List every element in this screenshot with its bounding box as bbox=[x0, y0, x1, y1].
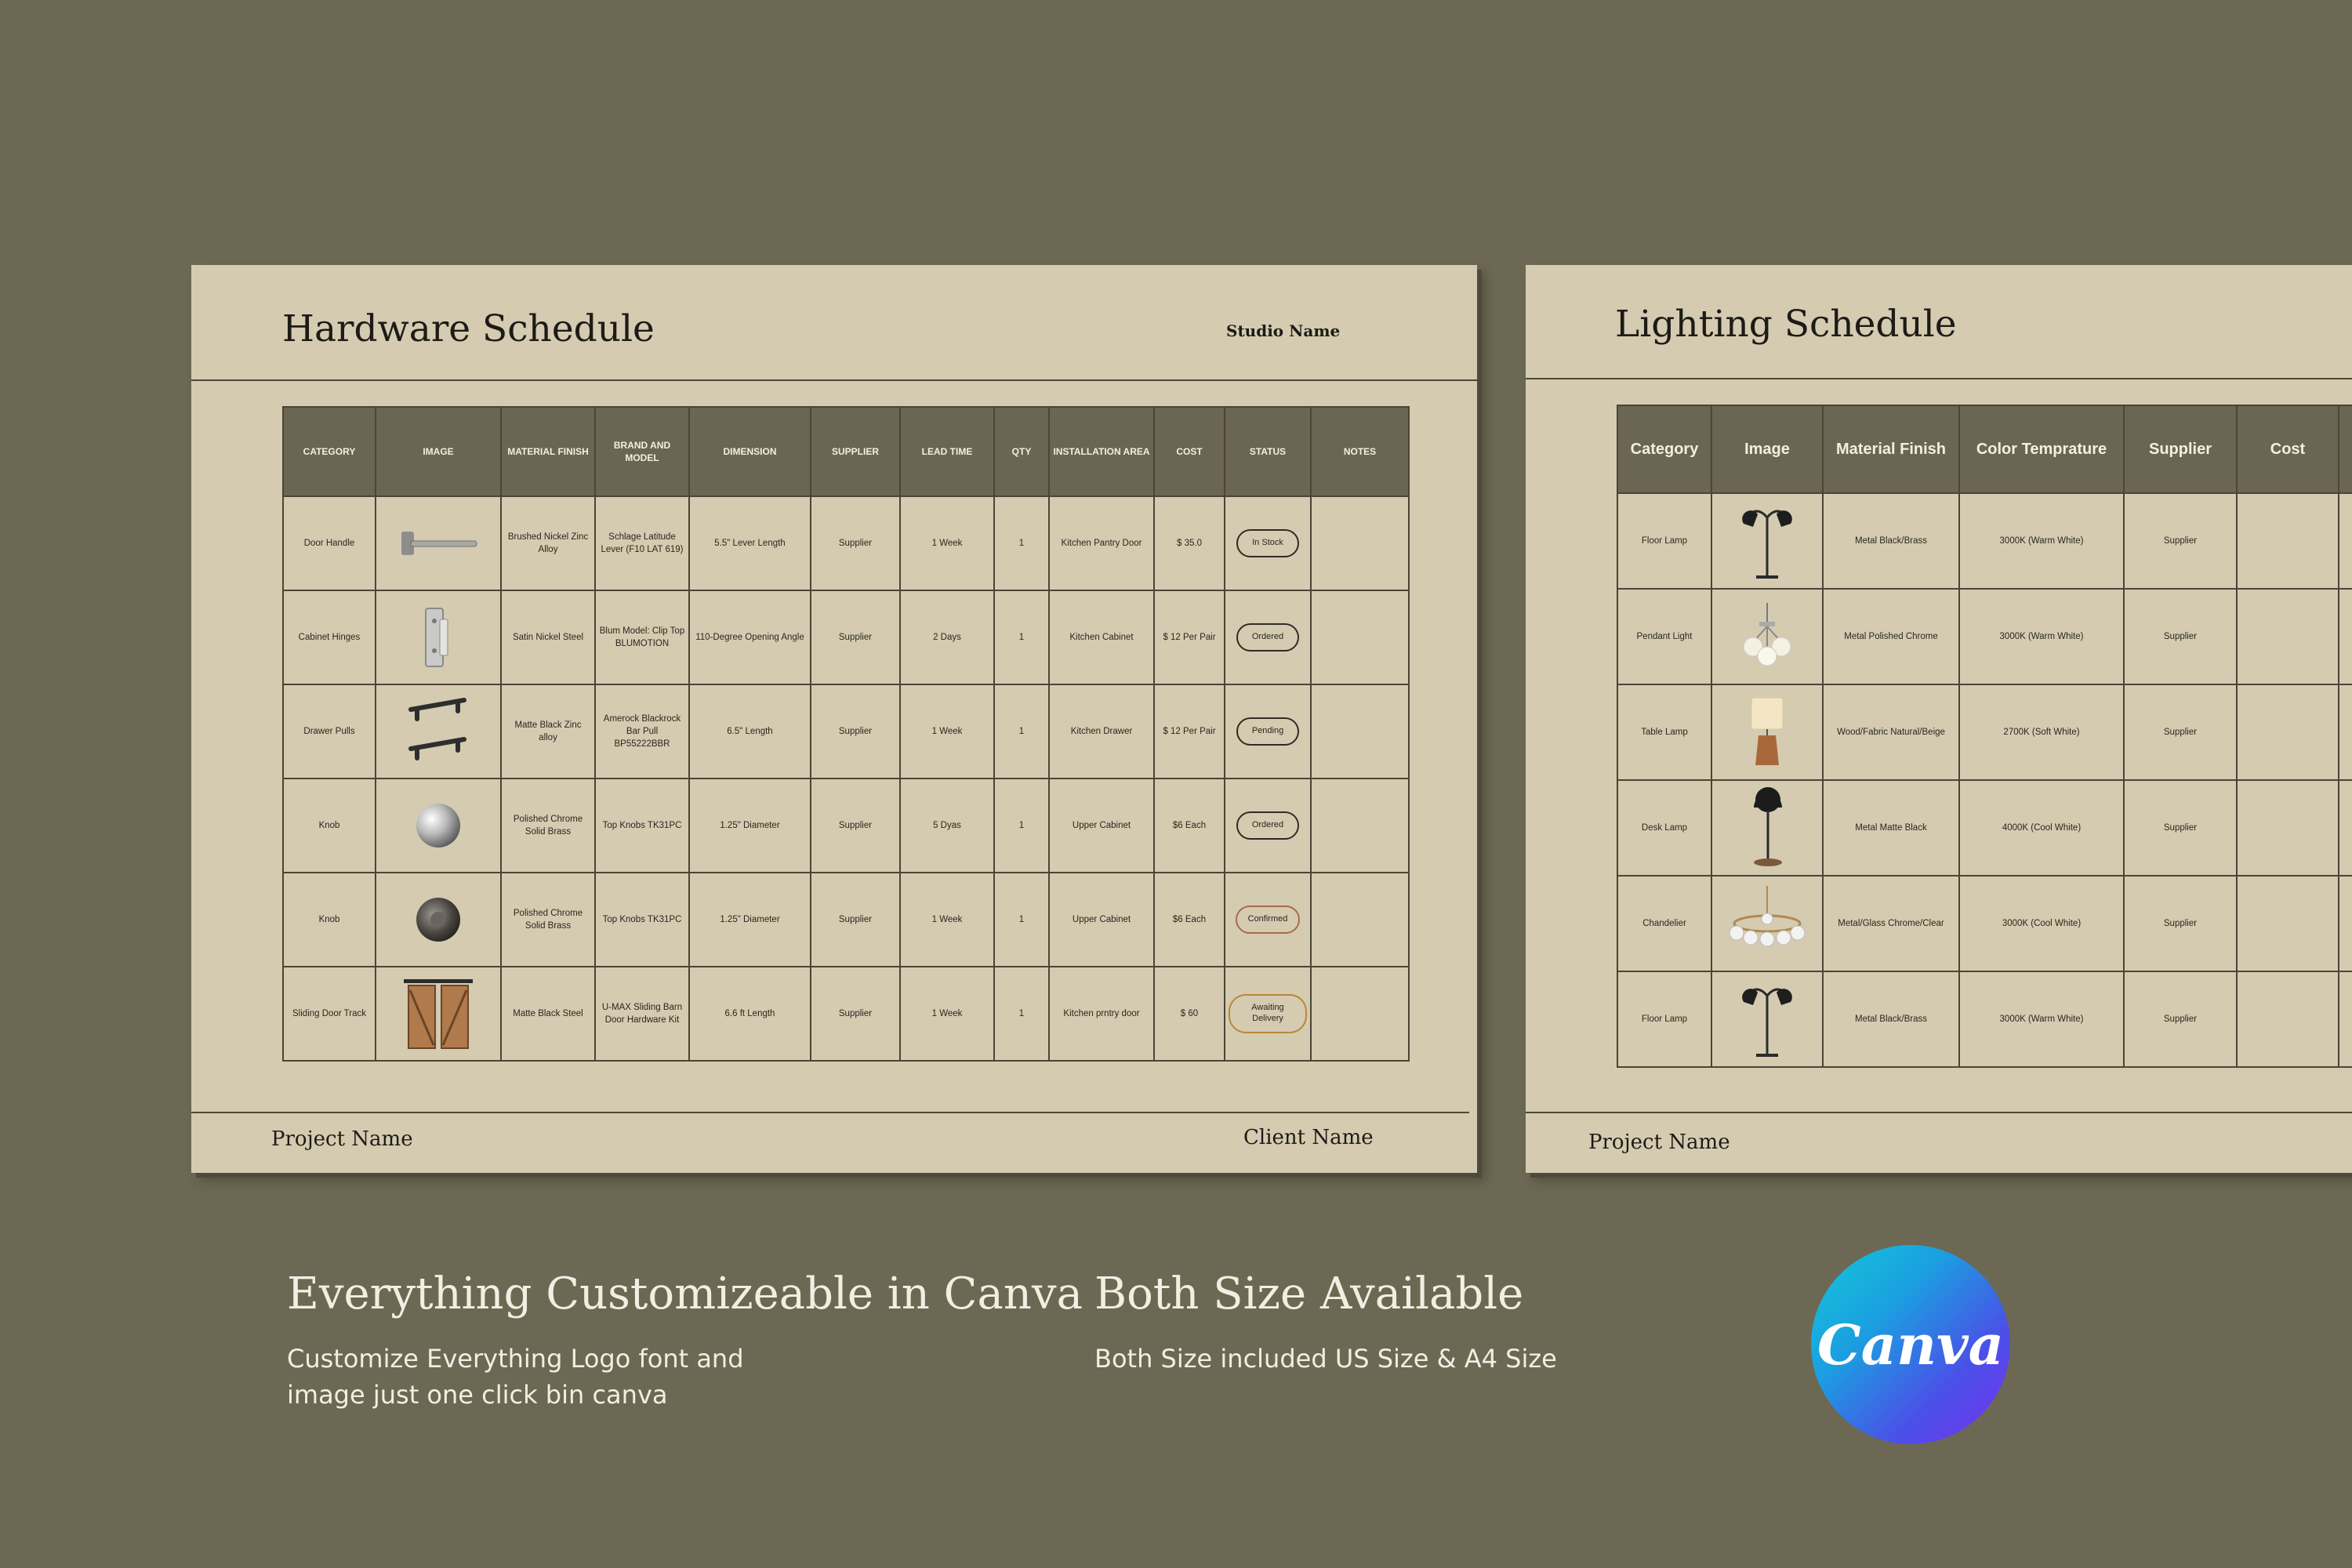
category-cell: Table Lamp bbox=[1617, 684, 1711, 780]
table-row bbox=[1617, 684, 2352, 780]
table-lamp-image bbox=[1711, 684, 1823, 780]
color-temp-cell: 3000K (Cool White) bbox=[1959, 876, 2124, 971]
lead-time-cell: 2 Days bbox=[900, 590, 994, 684]
supplier-cell: Supplier bbox=[811, 590, 900, 684]
installation-area-cell: Kitchen Cabinet bbox=[1049, 590, 1154, 684]
supplier-cell: Supplier bbox=[2124, 780, 2237, 876]
lighting-title: Lighting Schedule bbox=[1615, 303, 1957, 346]
status-cell bbox=[1225, 967, 1311, 1061]
supplier-cell: Supplier bbox=[2124, 493, 2237, 589]
installation-area-cell: Kitchen prntry door bbox=[1049, 967, 1154, 1061]
canva-logo bbox=[1811, 1245, 2010, 1444]
supplier-cell: Supplier bbox=[2124, 971, 2237, 1067]
supplier-cell: Supplier bbox=[2124, 876, 2237, 971]
cost-cell bbox=[2237, 971, 2339, 1067]
category-cell: Knob bbox=[283, 873, 376, 967]
lead-time-cell: 1 Week bbox=[900, 496, 994, 590]
table-header-row bbox=[1617, 405, 2352, 493]
table-row bbox=[283, 684, 1409, 779]
table-row bbox=[283, 496, 1409, 590]
cost-cell bbox=[2237, 780, 2339, 876]
status-cell bbox=[1225, 684, 1311, 779]
brand-cell: Top Knobs TK31PC bbox=[595, 873, 689, 967]
dimension-cell: 6.6 ft Length bbox=[689, 967, 811, 1061]
notes-cell bbox=[1311, 496, 1409, 590]
category-cell: Knob bbox=[283, 779, 376, 873]
qty-cell: 1 bbox=[994, 967, 1049, 1061]
dimension-cell: 110-Degree Opening Angle bbox=[689, 590, 811, 684]
qty-cell: 1 bbox=[994, 590, 1049, 684]
pendant-light-image bbox=[1711, 589, 1823, 684]
lead-time-cell: 5 Dyas bbox=[900, 779, 994, 873]
supplier-cell: Supplier bbox=[811, 684, 900, 779]
table-row bbox=[283, 779, 1409, 873]
col-header: Material Finish bbox=[1823, 405, 1959, 493]
qty-cell: 1 bbox=[994, 684, 1049, 779]
lead-time-cell: 1 Week bbox=[900, 967, 994, 1061]
category-cell: Floor Lamp bbox=[1617, 971, 1711, 1067]
status-cell bbox=[1225, 779, 1311, 873]
notes-cell bbox=[1311, 590, 1409, 684]
promo-text-line-1: Customize Everything Logo font and bbox=[287, 1344, 744, 1374]
notes-cell bbox=[1311, 873, 1409, 967]
cost-cell: $ 35.0 bbox=[1154, 496, 1225, 590]
qty-cell: 1 bbox=[994, 779, 1049, 873]
material-cell: Satin Nickel Steel bbox=[501, 590, 595, 684]
material-cell: Brushed Nickel Zinc Alloy bbox=[501, 496, 595, 590]
status-badge: Awaiting Delivery bbox=[1229, 994, 1307, 1033]
barn-door-image bbox=[376, 967, 501, 1061]
lead-time-cell: 1 Week bbox=[900, 873, 994, 967]
dimension-cell: 6.5" Length bbox=[689, 684, 811, 779]
table-row bbox=[1617, 876, 2352, 971]
lighting-schedule-sheet bbox=[1526, 265, 2352, 1173]
table-row bbox=[1617, 971, 2352, 1067]
extra-cell bbox=[2339, 971, 2352, 1067]
door-handle-image bbox=[376, 496, 501, 590]
promo-title-canva: Everything Customizeable in Canva bbox=[287, 1269, 1083, 1319]
project-name: Project Name bbox=[271, 1127, 413, 1151]
notes-cell bbox=[1311, 779, 1409, 873]
category-cell: Sliding Door Track bbox=[283, 967, 376, 1061]
dimension-cell: 5.5" Lever Length bbox=[689, 496, 811, 590]
client-name: Client Name bbox=[1243, 1126, 1374, 1149]
material-cell: Metal Matte Black bbox=[1823, 780, 1959, 876]
footer-divider bbox=[1526, 1112, 2352, 1113]
floor-lamp-image bbox=[1711, 971, 1823, 1067]
lighting-table bbox=[1617, 405, 2352, 1068]
color-temp-cell: 4000K (Cool White) bbox=[1959, 780, 2124, 876]
category-cell: Cabinet Hinges bbox=[283, 590, 376, 684]
supplier-cell: Supplier bbox=[811, 873, 900, 967]
col-header: Image bbox=[1711, 405, 1823, 493]
col-header bbox=[2339, 405, 2352, 493]
col-header: NOTES bbox=[1311, 407, 1409, 496]
installation-area-cell: Upper Cabinet bbox=[1049, 873, 1154, 967]
promo-text-line-2: image just one click bin canva bbox=[287, 1380, 668, 1410]
col-header: Cost bbox=[2237, 405, 2339, 493]
status-badge: Pending bbox=[1236, 717, 1299, 746]
hardware-title: Hardware Schedule bbox=[282, 307, 655, 350]
lead-time-cell: 1 Week bbox=[900, 684, 994, 779]
material-cell: Metal Black/Brass bbox=[1823, 971, 1959, 1067]
color-temp-cell: 3000K (Warm White) bbox=[1959, 493, 2124, 589]
cabinet-hinge-image bbox=[376, 590, 501, 684]
promo-title-sizes: Both Size Available bbox=[1094, 1269, 1524, 1319]
category-cell: Door Handle bbox=[283, 496, 376, 590]
brand-cell: U-MAX Sliding Barn Door Hardware Kit bbox=[595, 967, 689, 1061]
extra-cell bbox=[2339, 493, 2352, 589]
col-header: LEAD TIME bbox=[900, 407, 994, 496]
brand-cell: Amerock Blackrock Bar Pull BP55222BBR bbox=[595, 684, 689, 779]
category-cell: Drawer Pulls bbox=[283, 684, 376, 779]
category-cell: Pendant Light bbox=[1617, 589, 1711, 684]
col-header: Color Temprature bbox=[1959, 405, 2124, 493]
header-divider bbox=[191, 379, 1477, 381]
cost-cell: $ 12 Per Pair bbox=[1154, 684, 1225, 779]
notes-cell bbox=[1311, 684, 1409, 779]
category-cell: Desk Lamp bbox=[1617, 780, 1711, 876]
extra-cell bbox=[2339, 684, 2352, 780]
table-row bbox=[283, 967, 1409, 1061]
table-header-row bbox=[283, 407, 1409, 496]
cost-cell: $6 Each bbox=[1154, 779, 1225, 873]
hardware-schedule-sheet bbox=[191, 265, 1477, 1173]
status-badge: Ordered bbox=[1236, 811, 1299, 840]
project-name: Project Name bbox=[1588, 1131, 1730, 1154]
status-badge: In Stock bbox=[1236, 529, 1299, 557]
category-cell: Floor Lamp bbox=[1617, 493, 1711, 589]
status-cell bbox=[1225, 496, 1311, 590]
status-badge: Confirmed bbox=[1236, 906, 1301, 934]
hardware-table bbox=[282, 406, 1410, 1062]
table-row bbox=[1617, 780, 2352, 876]
extra-cell bbox=[2339, 876, 2352, 971]
color-temp-cell: 3000K (Warm White) bbox=[1959, 589, 2124, 684]
chrome-knob-image bbox=[376, 779, 501, 873]
material-cell: Matte Black Zinc alloy bbox=[501, 684, 595, 779]
col-header: STATUS bbox=[1225, 407, 1311, 496]
color-temp-cell: 3000K (Warm White) bbox=[1959, 971, 2124, 1067]
floor-lamp-image bbox=[1711, 493, 1823, 589]
qty-cell: 1 bbox=[994, 873, 1049, 967]
status-cell bbox=[1225, 873, 1311, 967]
cost-cell: $6 Each bbox=[1154, 873, 1225, 967]
installation-area-cell: Kitchen Pantry Door bbox=[1049, 496, 1154, 590]
category-cell: Chandelier bbox=[1617, 876, 1711, 971]
material-cell: Matte Black Steel bbox=[501, 967, 595, 1061]
qty-cell: 1 bbox=[994, 496, 1049, 590]
cost-cell bbox=[2237, 684, 2339, 780]
extra-cell bbox=[2339, 780, 2352, 876]
material-cell: Metal Black/Brass bbox=[1823, 493, 1959, 589]
supplier-cell: Supplier bbox=[2124, 589, 2237, 684]
drawer-pulls-image bbox=[376, 684, 501, 779]
material-cell: Polished Chrome Solid Brass bbox=[501, 873, 595, 967]
material-cell: Metal/Glass Chrome/Clear bbox=[1823, 876, 1959, 971]
col-header: MATERIAL FINISH bbox=[501, 407, 595, 496]
cost-cell bbox=[2237, 876, 2339, 971]
promo-text-sizes: Both Size included US Size & A4 Size bbox=[1094, 1344, 1557, 1374]
cost-cell: $ 12 Per Pair bbox=[1154, 590, 1225, 684]
material-cell: Metal Polished Chrome bbox=[1823, 589, 1959, 684]
supplier-cell: Supplier bbox=[811, 496, 900, 590]
brand-cell: Schlage Latitude Lever (F10 LAT 619) bbox=[595, 496, 689, 590]
brand-cell: Top Knobs TK31PC bbox=[595, 779, 689, 873]
material-cell: Wood/Fabric Natural/Beige bbox=[1823, 684, 1959, 780]
col-header: Supplier bbox=[2124, 405, 2237, 493]
extra-cell bbox=[2339, 589, 2352, 684]
footer-divider bbox=[191, 1112, 1469, 1113]
col-header: Category bbox=[1617, 405, 1711, 493]
status-badge: Ordered bbox=[1236, 623, 1299, 652]
col-header: SUPPLIER bbox=[811, 407, 900, 496]
installation-area-cell: Kitchen Drawer bbox=[1049, 684, 1154, 779]
color-temp-cell: 2700K (Soft White) bbox=[1959, 684, 2124, 780]
col-header: BRAND AND MODEL bbox=[595, 407, 689, 496]
table-row bbox=[1617, 589, 2352, 684]
brand-cell: Blum Model: Clip Top BLUMOTION bbox=[595, 590, 689, 684]
supplier-cell: Supplier bbox=[811, 967, 900, 1061]
col-header: CATEGORY bbox=[283, 407, 376, 496]
dimension-cell: 1.25" Diameter bbox=[689, 779, 811, 873]
canva-logo-text: Canva bbox=[1817, 1312, 2004, 1377]
dimension-cell: 1.25" Diameter bbox=[689, 873, 811, 967]
col-header: INSTALLATION AREA bbox=[1049, 407, 1154, 496]
cost-cell: $ 60 bbox=[1154, 967, 1225, 1061]
supplier-cell: Supplier bbox=[2124, 684, 2237, 780]
table-row bbox=[1617, 493, 2352, 589]
col-header: DIMENSION bbox=[689, 407, 811, 496]
installation-area-cell: Upper Cabinet bbox=[1049, 779, 1154, 873]
status-cell bbox=[1225, 590, 1311, 684]
supplier-cell: Supplier bbox=[811, 779, 900, 873]
cost-cell bbox=[2237, 589, 2339, 684]
material-cell: Polished Chrome Solid Brass bbox=[501, 779, 595, 873]
studio-name: Studio Name bbox=[1226, 321, 1341, 340]
table-row bbox=[283, 873, 1409, 967]
dark-knob-image bbox=[376, 873, 501, 967]
header-divider bbox=[1526, 378, 2352, 379]
table-row bbox=[283, 590, 1409, 684]
cost-cell bbox=[2237, 493, 2339, 589]
chandelier-image bbox=[1711, 876, 1823, 971]
desk-lamp-image bbox=[1711, 780, 1823, 876]
notes-cell bbox=[1311, 967, 1409, 1061]
col-header: COST bbox=[1154, 407, 1225, 496]
col-header: QTY bbox=[994, 407, 1049, 496]
col-header: IMAGE bbox=[376, 407, 501, 496]
